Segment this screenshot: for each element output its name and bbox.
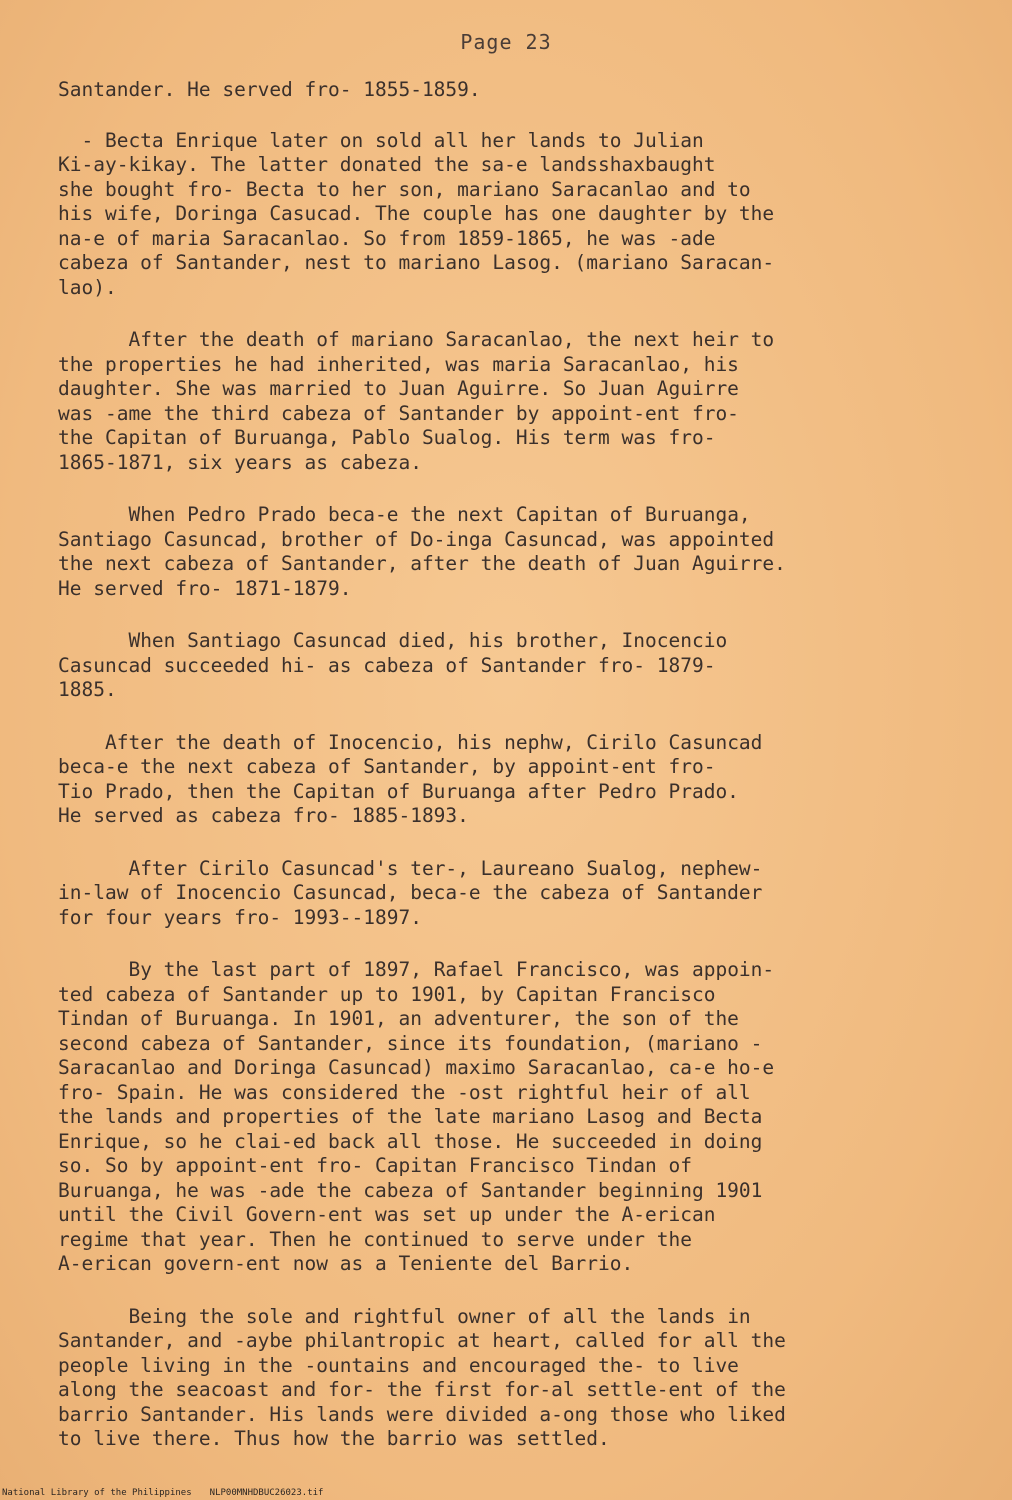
paragraph: Being the sole and rightful owner of all the lands in Santander, and -aybe philantropic at heart, called for all the people living in the -ountains and encouraged the- to live along the seacoast and for- the first for-al settle-ent of the barrio Santander. His lands were divided a-ong those who liked to live there. Thus how the barrio was settled. xyxy=(58,1304,786,1450)
paragraph: - Becta Enrique later on sold all her lands to Julian Ki-ay-kikay. The latter donated the sa-e landsshaxbaught she bought fro- Becta to her son, mariano Saracanlao and to his wife, Doringa Casucad. The couple has one daughter by the na-e of maria Saracanlao. So from 1859-1865, he was -ade cabeza of Santander, nest to mariano Lasog. (mariano Saracan- lao). xyxy=(58,128,775,299)
paragraph: After Cirilo Casuncad's ter-, Laureano Sualog, nephew- in-law of Inocencio Casuncad, beca-e the cabeza of Santander for four years fro- 1993--1897. xyxy=(58,856,763,929)
scan-footer xyxy=(2,1488,1002,1498)
paragraph: When Santiago Casuncad died, his brother, Inocencio Casuncad succeeded hi- as cabeza of Santander fro- 1879- 1885. xyxy=(58,629,728,701)
library-name: National Library of the Philippines xyxy=(2,1488,192,1498)
file-name: NLP00MNHDBUC26023.tif xyxy=(209,1488,324,1498)
document-body xyxy=(58,78,958,1480)
paragraph: After the death of mariano Saracanlao, the next heir to the properties he had inherited, was maria Saracanlao, his daughter. She was married to Juan Aguirre. So Juan Aguirre was -ame the third cabeza of Santander by appoint-ent fro- the Capitan of Buruanga, Pablo Sualog. His term was fro- 1865-1871, six years as cabeza. xyxy=(58,328,775,474)
paragraph: Santander. He served fro- 1855-1859. xyxy=(58,78,481,101)
paragraph: By the last part of 1897, Rafael Francisco, was appoin- ted cabeza of Santander up to 1901, by Capitan Francisco Tindan of Buruanga. In 1901, an adventurer, the son of the second cabeza of Santander, since its foundation, (mariano - Saracanlao and Doringa Casuncad) maximo Saracanlao, ca-e ho-e fro- Spain. He was considered the -ost rightful heir of all the lands and properties of the late mariano Lasog and Becta Enrique, so he clai-ed back all those. He succeeded in doing so. So by appoint-ent fro- Capitan Francisco Tindan of Buruanga, he was -ade the cabeza of Santander beginning 1901 until the Civil Govern-ent was set up under the A-erican regime that year. Then he continued to serve under the A-erican govern-ent now as a Teniente del Barrio. xyxy=(58,958,775,1275)
paragraph: When Pedro Prado beca-e the next Capitan of Buruanga, Santiago Casuncad, brother of Do-inga Casuncad, was appointed the next cabeza of Santander, after the death of Juan Aguirre. He served fro- 1871-1879. xyxy=(58,503,786,600)
page-number: Page 23 xyxy=(460,30,552,54)
paragraph: After the death of Inocencio, his nephw, Cirilo Casuncad beca-e the next cabeza of Santander, by appoint-ent fro- Tio Prado, then the Capitan of Buruanga after Pedro Prado. He served as cabeza fro- 1885-1893. xyxy=(58,730,763,827)
